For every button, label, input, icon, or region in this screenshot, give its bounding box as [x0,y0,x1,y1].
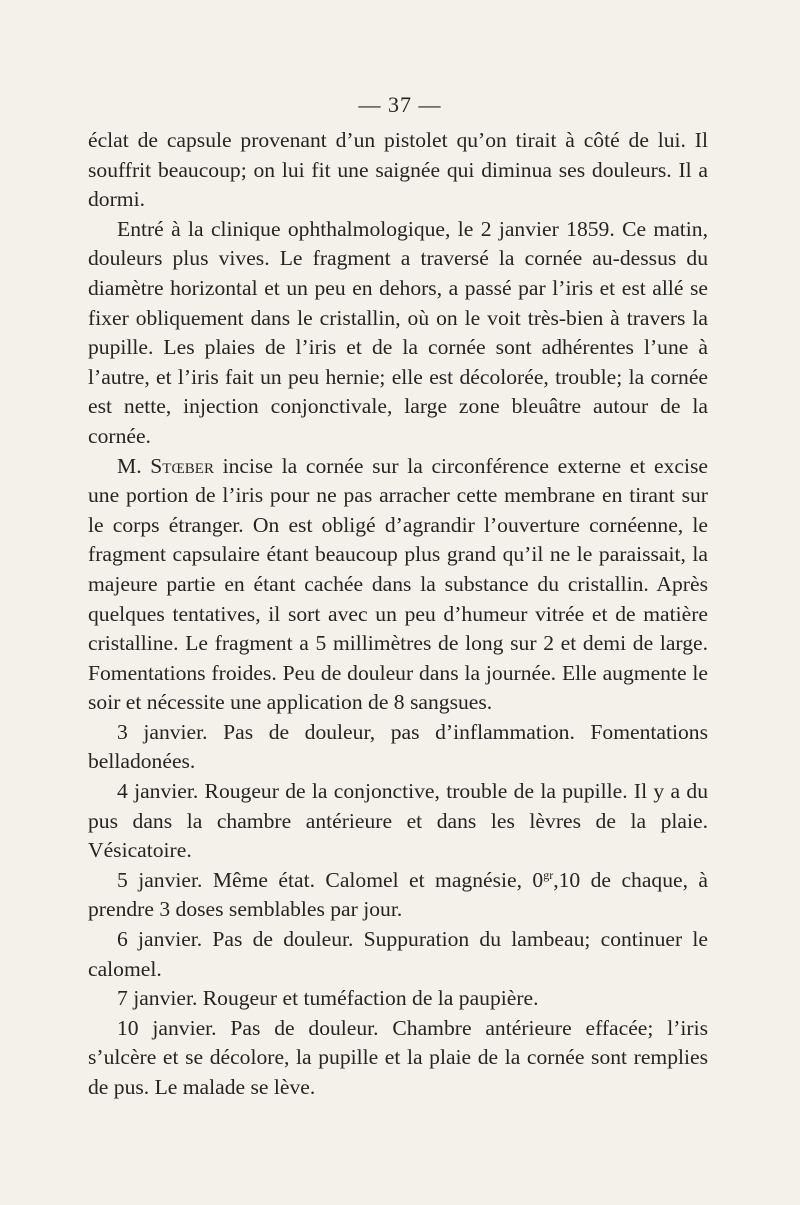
dose-unit-superscript: gr [543,867,554,882]
entry-10-janvier: 10 janvier. Pas de douleur. Chambre antérieure effacée; l’iris s’ulcère et se décolore, la pupille et la plaie de la cornée sont remplies de pus. Le malade se lève. [88,1015,708,1099]
entry-5-text-pre: 5 janvier. Même état. Calomel et magnésie, 0 [117,867,544,892]
body-text [88,126,708,1103]
entry-7-janvier: 7 janvier. Rougeur et tuméfaction de la paupière. [117,986,539,1011]
paragraph-continuation: éclat de capsule provenant d’un pistolet qu’on tirait à côté de lui. Il souffrit beaucoup; on lui fit une saignée qui diminua ses douleurs. Il a dormi. [88,128,708,212]
entry-5-janvier [88,866,708,925]
entry-4-janvier: 4 janvier. Rougeur de la conjonctive, trouble de la pupille. Il y a du pus dans la chambre antérieure et dans les lèvres de la plaie. Vésicatoire. [88,779,708,863]
prefix-m: M. [117,453,151,478]
entry-6-janvier: 6 janvier. Pas de douleur. Suppuration du lambeau; continuer le calomel. [88,927,708,981]
page-number-header: — 37 — [358,92,442,117]
operation-text: incise la cornée sur la circonférence externe et excise une portion de l’iris pour ne pas arracher cette membrane en tirant sur le corps étranger. On est obligé d’agrandir l’ouverture cornéenne, le fragment capsulaire étant beaucoup plus grand qu’il ne le paraissait, la majeure partie en étant cachée dans la substance du cristallin. Après quelques tentatives, il sort avec un peu d’humeur vitrée et de matière cristalline. Le fragment a 5 millimètres de long sur 2 et demi de large. Fomentations froides. Peu de douleur dans la journée. Elle augmente le soir et nécessite une application de 8 sangsues. [88,453,709,715]
surgeon-name: Stœber [150,453,214,478]
paragraph-admission: Entré à la clinique ophthalmologique, le 2 janvier 1859. Ce matin, douleurs plus vives. Le fragment a traversé la cornée au-dessus du diamètre horizontal et un peu en dehors, a passé par l’iris et est allé se fixer obliquement dans le cristallin, où on le voit très-bien à travers la pupille. Les plaies de l’iris et de la cornée sont adhérentes l’une à l’autre, et l’iris fait un peu hernie; elle est décolorée, trouble; la cornée est nette, injection conjonctivale, large zone bleuâtre autour de la cornée. [88,216,708,448]
entry-3-janvier: 3 janvier. Pas de douleur, pas d’inflammation. Fomentations belladonées. [88,719,708,774]
paragraph-operation [88,452,708,718]
entry-5-text-post: ,10 de chaque, à prendre 3 doses semblables par jour. [88,867,708,922]
